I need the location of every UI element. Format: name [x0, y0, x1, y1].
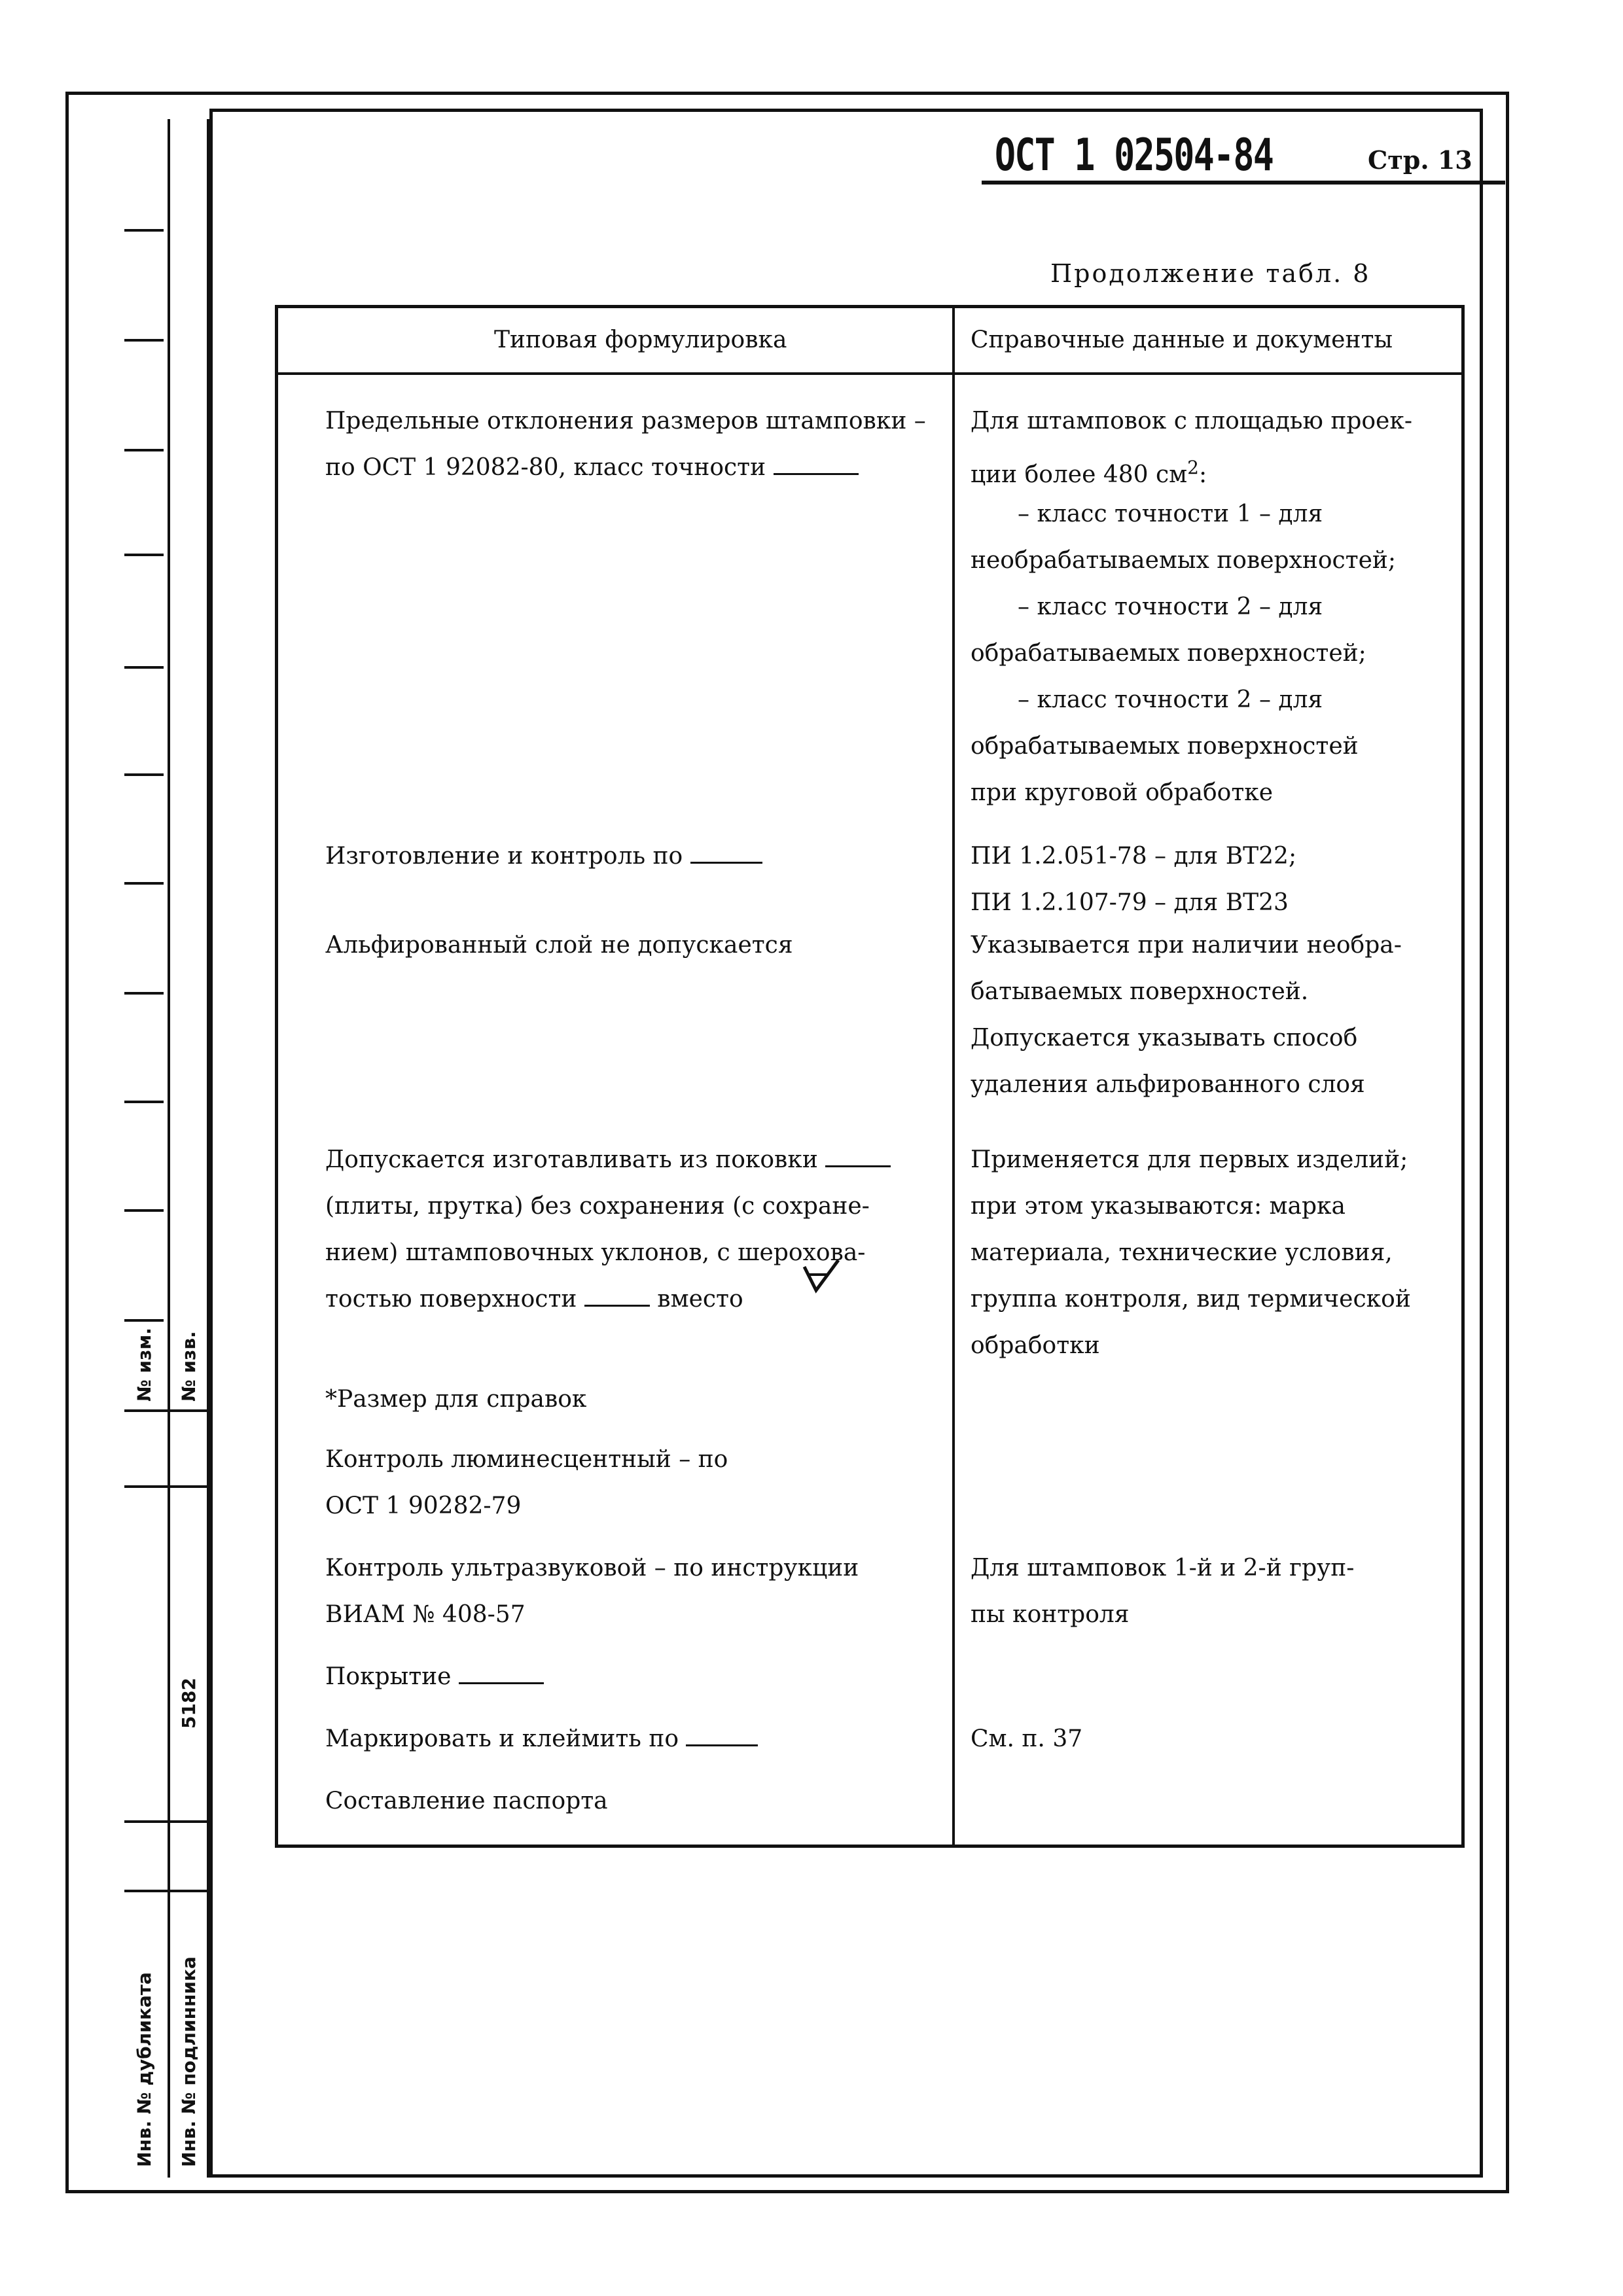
- right-row-16: Применяется для первых изделий;: [971, 1146, 1408, 1173]
- margin-number: 5182: [178, 1678, 200, 1729]
- margin-tick: [124, 666, 164, 669]
- left-row-1: Предельные отклонения размеров штамповки –: [325, 408, 926, 434]
- right-row-14: Допускается указывать способ: [971, 1025, 1358, 1051]
- izm-label: № изм.: [134, 1328, 155, 1402]
- blank-field: [825, 1142, 891, 1167]
- left-row-8-suffix: вместо: [657, 1286, 743, 1313]
- column-header-reference: Справочные данные и документы: [971, 327, 1393, 353]
- left-row-7: нием) штамповочных уклонов, с шерохова-: [325, 1239, 866, 1266]
- right-row-11: ПИ 1.2.107-79 – для ВТ23: [971, 889, 1289, 916]
- left-row-15-text: Маркировать и клеймить по: [325, 1725, 679, 1752]
- margin-rule: [124, 1820, 209, 1823]
- left-row-5-text: Допускается изготавливать из поковки: [325, 1146, 818, 1173]
- right-row-3: – класс точности 1 – для: [1018, 501, 1323, 527]
- left-row-14-text: Покрытие: [325, 1663, 452, 1690]
- right-row-1: Для штамповок с площадью проек-: [971, 408, 1412, 434]
- right-row-21: Для штамповок 1-й и 2-й груп-: [971, 1555, 1355, 1581]
- margin-tick: [124, 1319, 164, 1322]
- margin-column-1: [124, 119, 170, 2178]
- right-row-2-colon: :: [1199, 461, 1207, 488]
- page-number: Стр. 13: [1368, 145, 1472, 175]
- left-row-8: [325, 1276, 743, 1322]
- right-row-19: группа контроля, вид термической: [971, 1286, 1411, 1313]
- dublikat-label: Инв. № дубликата: [134, 1972, 155, 2167]
- left-row-12: Контроль ультразвуковой – по инструкции: [325, 1555, 859, 1581]
- margin-rule: [124, 1890, 209, 1892]
- right-row-9: при круговой обработке: [971, 779, 1274, 806]
- left-row-6: (плиты, прутка) без сохранения (с сохране-: [325, 1193, 870, 1220]
- right-row-5: – класс точности 2 – для: [1018, 593, 1323, 620]
- right-row-12: Указывается при наличии необра-: [971, 932, 1402, 959]
- margin-column-2: [168, 119, 209, 2178]
- left-row-4: Альфированный слой не допускается: [325, 932, 793, 959]
- margin-tick: [124, 1209, 164, 1212]
- margin-tick: [124, 554, 164, 556]
- right-row-8: обрабатываемых поверхностей: [971, 733, 1359, 760]
- left-row-2: [325, 444, 859, 491]
- left-row-10: Контроль люминесцентный – по: [325, 1446, 728, 1473]
- blank-field: [690, 838, 762, 864]
- left-row-16: Составление паспорта: [325, 1788, 608, 1814]
- header-rule: [982, 181, 1505, 185]
- right-row-6: обрабатываемых поверхностей;: [971, 640, 1366, 667]
- left-row-15: [325, 1716, 758, 1762]
- izv-label: № изв.: [178, 1331, 200, 1402]
- left-row-3-text: Изготовление и контроль по: [325, 843, 683, 870]
- margin-tick: [124, 882, 164, 885]
- right-row-7: – класс точности 2 – для: [1018, 686, 1323, 713]
- left-row-14: [325, 1653, 544, 1700]
- left-row-13: ВИАМ № 408-57: [325, 1601, 526, 1628]
- right-row-4: необрабатываемых поверхностей;: [971, 547, 1397, 574]
- left-row-5: [325, 1137, 891, 1183]
- right-row-20: обработки: [971, 1332, 1100, 1359]
- right-row-10: ПИ 1.2.051-78 – для ВТ22;: [971, 843, 1297, 870]
- margin-tick: [124, 229, 164, 232]
- superscript: 2: [1187, 457, 1199, 478]
- right-row-15: удаления альфированного слоя: [971, 1071, 1365, 1098]
- header-divider: [278, 372, 1461, 375]
- blank-field: [459, 1659, 544, 1684]
- column-divider: [952, 308, 955, 1845]
- right-row-22: пы контроля: [971, 1601, 1130, 1628]
- blank-field: [686, 1721, 758, 1746]
- margin-tick: [124, 773, 164, 776]
- margin-tick: [124, 992, 164, 995]
- right-row-18: материала, технические условия,: [971, 1239, 1393, 1266]
- blank-field: [774, 450, 859, 475]
- left-row-11: ОСТ 1 90282-79: [325, 1492, 522, 1519]
- left-row-9: *Размер для справок: [325, 1386, 587, 1413]
- left-row-2-text: по ОСТ 1 92082-80, класс точности: [325, 454, 766, 481]
- right-row-13: батываемых поверхностей.: [971, 978, 1309, 1005]
- left-row-3: [325, 833, 762, 879]
- right-row-23: См. п. 37: [971, 1725, 1083, 1752]
- right-row-2-text: ции более 480 см: [971, 461, 1188, 488]
- roughness-symbol-icon: [802, 1258, 841, 1297]
- right-row-17: при этом указываются: марка: [971, 1193, 1346, 1220]
- blank-field: [584, 1281, 650, 1307]
- margin-rule: [124, 1485, 209, 1488]
- column-header-formulation: Типовая формулировка: [494, 327, 787, 353]
- document-code: ОСТ 1 02504-84: [995, 130, 1274, 181]
- margin-rule: [124, 1409, 209, 1412]
- table-continuation-caption: Продолжение табл. 8: [1050, 259, 1371, 288]
- margin-tick: [124, 1101, 164, 1103]
- spec-table: [275, 305, 1465, 1848]
- right-row-2: [971, 444, 1207, 498]
- margin-strip: [124, 119, 209, 2178]
- margin-tick: [124, 339, 164, 342]
- left-row-8-text: тостью поверхности: [325, 1286, 577, 1313]
- margin-tick: [124, 449, 164, 451]
- podlinnik-label: Инв. № подлинника: [178, 1956, 200, 2167]
